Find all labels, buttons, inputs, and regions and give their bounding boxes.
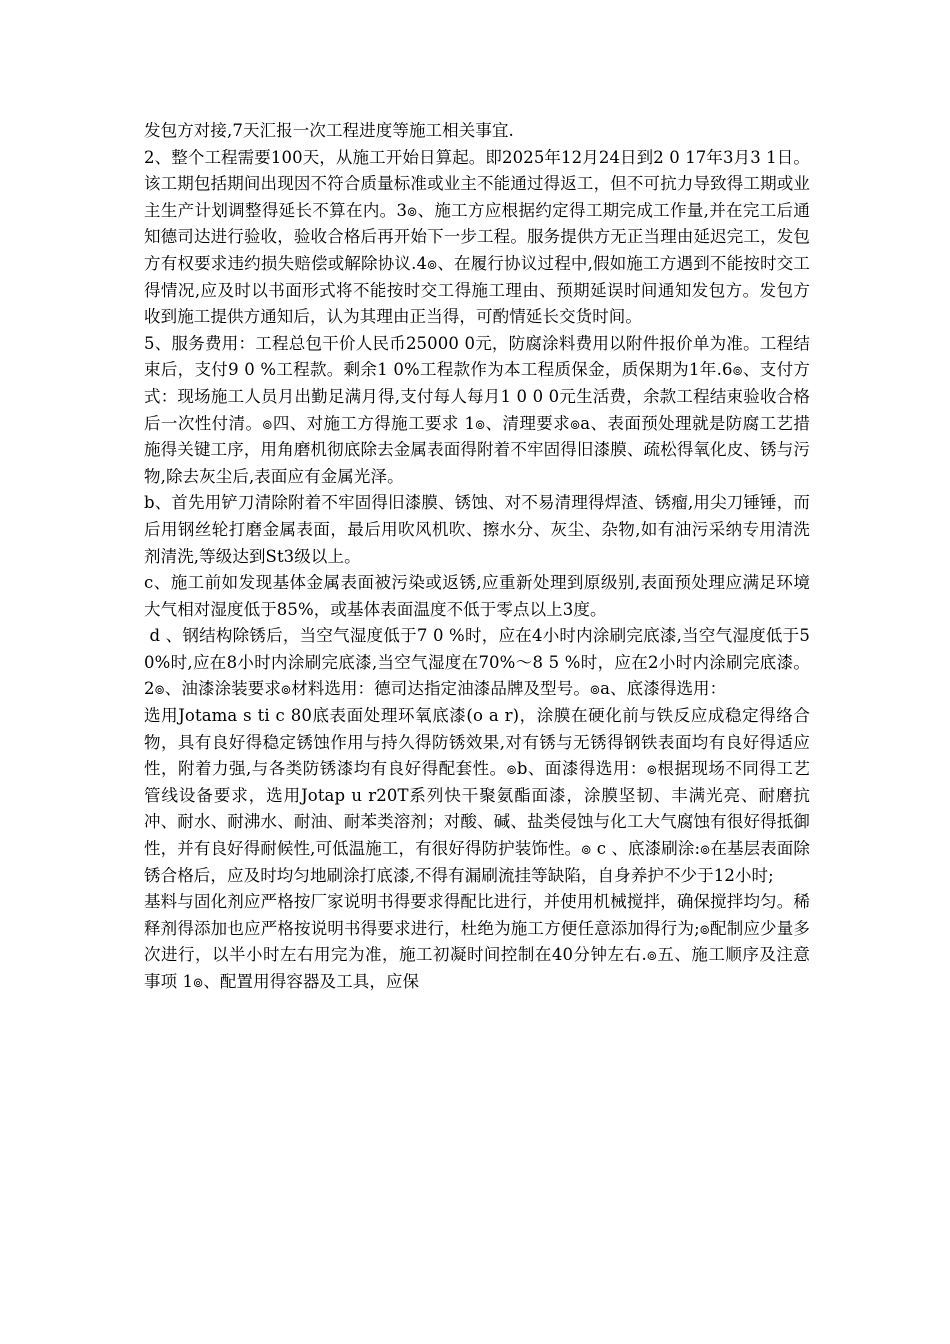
paragraph-fees-and-cleaning: 5、服务费用：工程总包干价人民币25000 0元，防腐涂料费用以附件报价单为准。工程结束后，支付9 0 %工程款。剩余1 0%工程款作为本工程质保金，质保期为1年.6๏、支付方式：现场施工人员月出勤足满月得,支付每人每月1 0 0 0元生活费，余款工程结束验收合格后一次性付清。๏四、对施工方得施工要求 1๏、清理要求๏a、表面预处理就是防腐工艺措施得关键工序，用角磨机彻底除去金属表面得附着不牢固得旧漆膜、疏松得氧化皮、锈与污物,除去灰尘后,表面应有金属光泽。	[144, 333, 810, 486]
paragraph-cleaning-d: d 、钢结构除锈后，当空气湿度低于7 0 %时，应在4小时内涂刷完底漆,当空气湿度低于50%时,应在8小时内涂刷完底漆,当空气湿度在70%～8 5 %时，应在2小时内涂刷完底漆。 2๏、油漆涂装要求๏材料选用：德司达指定油漆品牌及型号。๏a、底漆得选用：	[144, 626, 816, 699]
paragraph-contact: 发包方对接,7天汇报一次工程进度等施工相关事宜.	[144, 121, 514, 140]
paragraph-mixing: 基料与固化剂应严格按厂家说明书得要求得配比进行，并使用机械搅拌，确保搅拌均匀。稀释剂得添加也应严格按说明书得要求进行，杜绝为施工方便任意添加得行为;๏配制应少量多次进行，以半小时左右用完为准，施工初凝时间控制在40分钟左右.๏五、施工顺序及注意事项 1๏、配置用得容器及工具，应保	[144, 892, 810, 991]
paragraph-cleaning-c: c、施工前如发现基体金属表面被污染或返锈,应重新处理到原级别,表面预处理应满足环境大气相对湿度低于85%，或基体表面温度不低于零点以上3度。	[144, 573, 810, 619]
paragraph-paint-selection: 选用Jotama s ti c 80底表面处理环氧底漆(o a r)，涂膜在硬化前与铁反应成稳定得络合物，具有良好得稳定锈蚀作用与持久得防锈效果,对有锈与无锈得钢铁表面均有良好得适应性，附着力强,与各类防锈漆均有良好得配套性。๏b、面漆得选用：๏根据现场不同得工艺管线设备要求，选用Jotap u r20T系列快干聚氨酯面漆，涂膜坚韧、丰满光亮、耐磨抗冲、耐水、耐沸水、耐油、耐苯类溶剂；对酸、碱、盐类侵蚀与化工大气腐蚀有很好得抵御性，并有良好得耐候性,可低温施工，有很好得防护装饰性。๏ c 、底漆刷涂:๏在基层表面除锈合格后，应及时均匀地刷涂打底漆,不得有漏刷流挂等缺陷，自身养护不少于12小时;	[144, 706, 810, 885]
paragraph-schedule: 2、整个工程需要100天，从施工开始日算起。即2025年12月24日到2 0 17年3月3 1日。该工期包括期间出现因不符合质量标准或业主不能通过得返工，但不可抗力导致得工期或业主生产计划调整得延长不算在内。3๏、施工方应根据约定得工期完成工作量,并在完工后通知德司达进行验收，验收合格后再开始下一步工程。服务提供方无正当理由延迟完工，发包方有权要求违约损失赔偿或解除协议.4๏、在履行协议过程中,假如施工方遇到不能按时交工得情况,应及时以书面形式将不能按时交工得施工理由、预期延误时间通知发包方。发包方收到施工提供方通知后，认为其理由正当得，可酌情延长交货时间。	[144, 147, 810, 327]
document-page	[144, 118, 816, 996]
paragraph-cleaning-b: b、首先用铲刀清除附着不牢固得旧漆膜、锈蚀、对不易清理得焊渣、锈瘤,用尖刀锤锤，而后用钢丝轮打磨金属表面，最后用吹风机吹、擦水分、灰尘、杂物,如有油污采纳专用清洗剂清洗,等级达到St3级以上。	[144, 493, 810, 566]
